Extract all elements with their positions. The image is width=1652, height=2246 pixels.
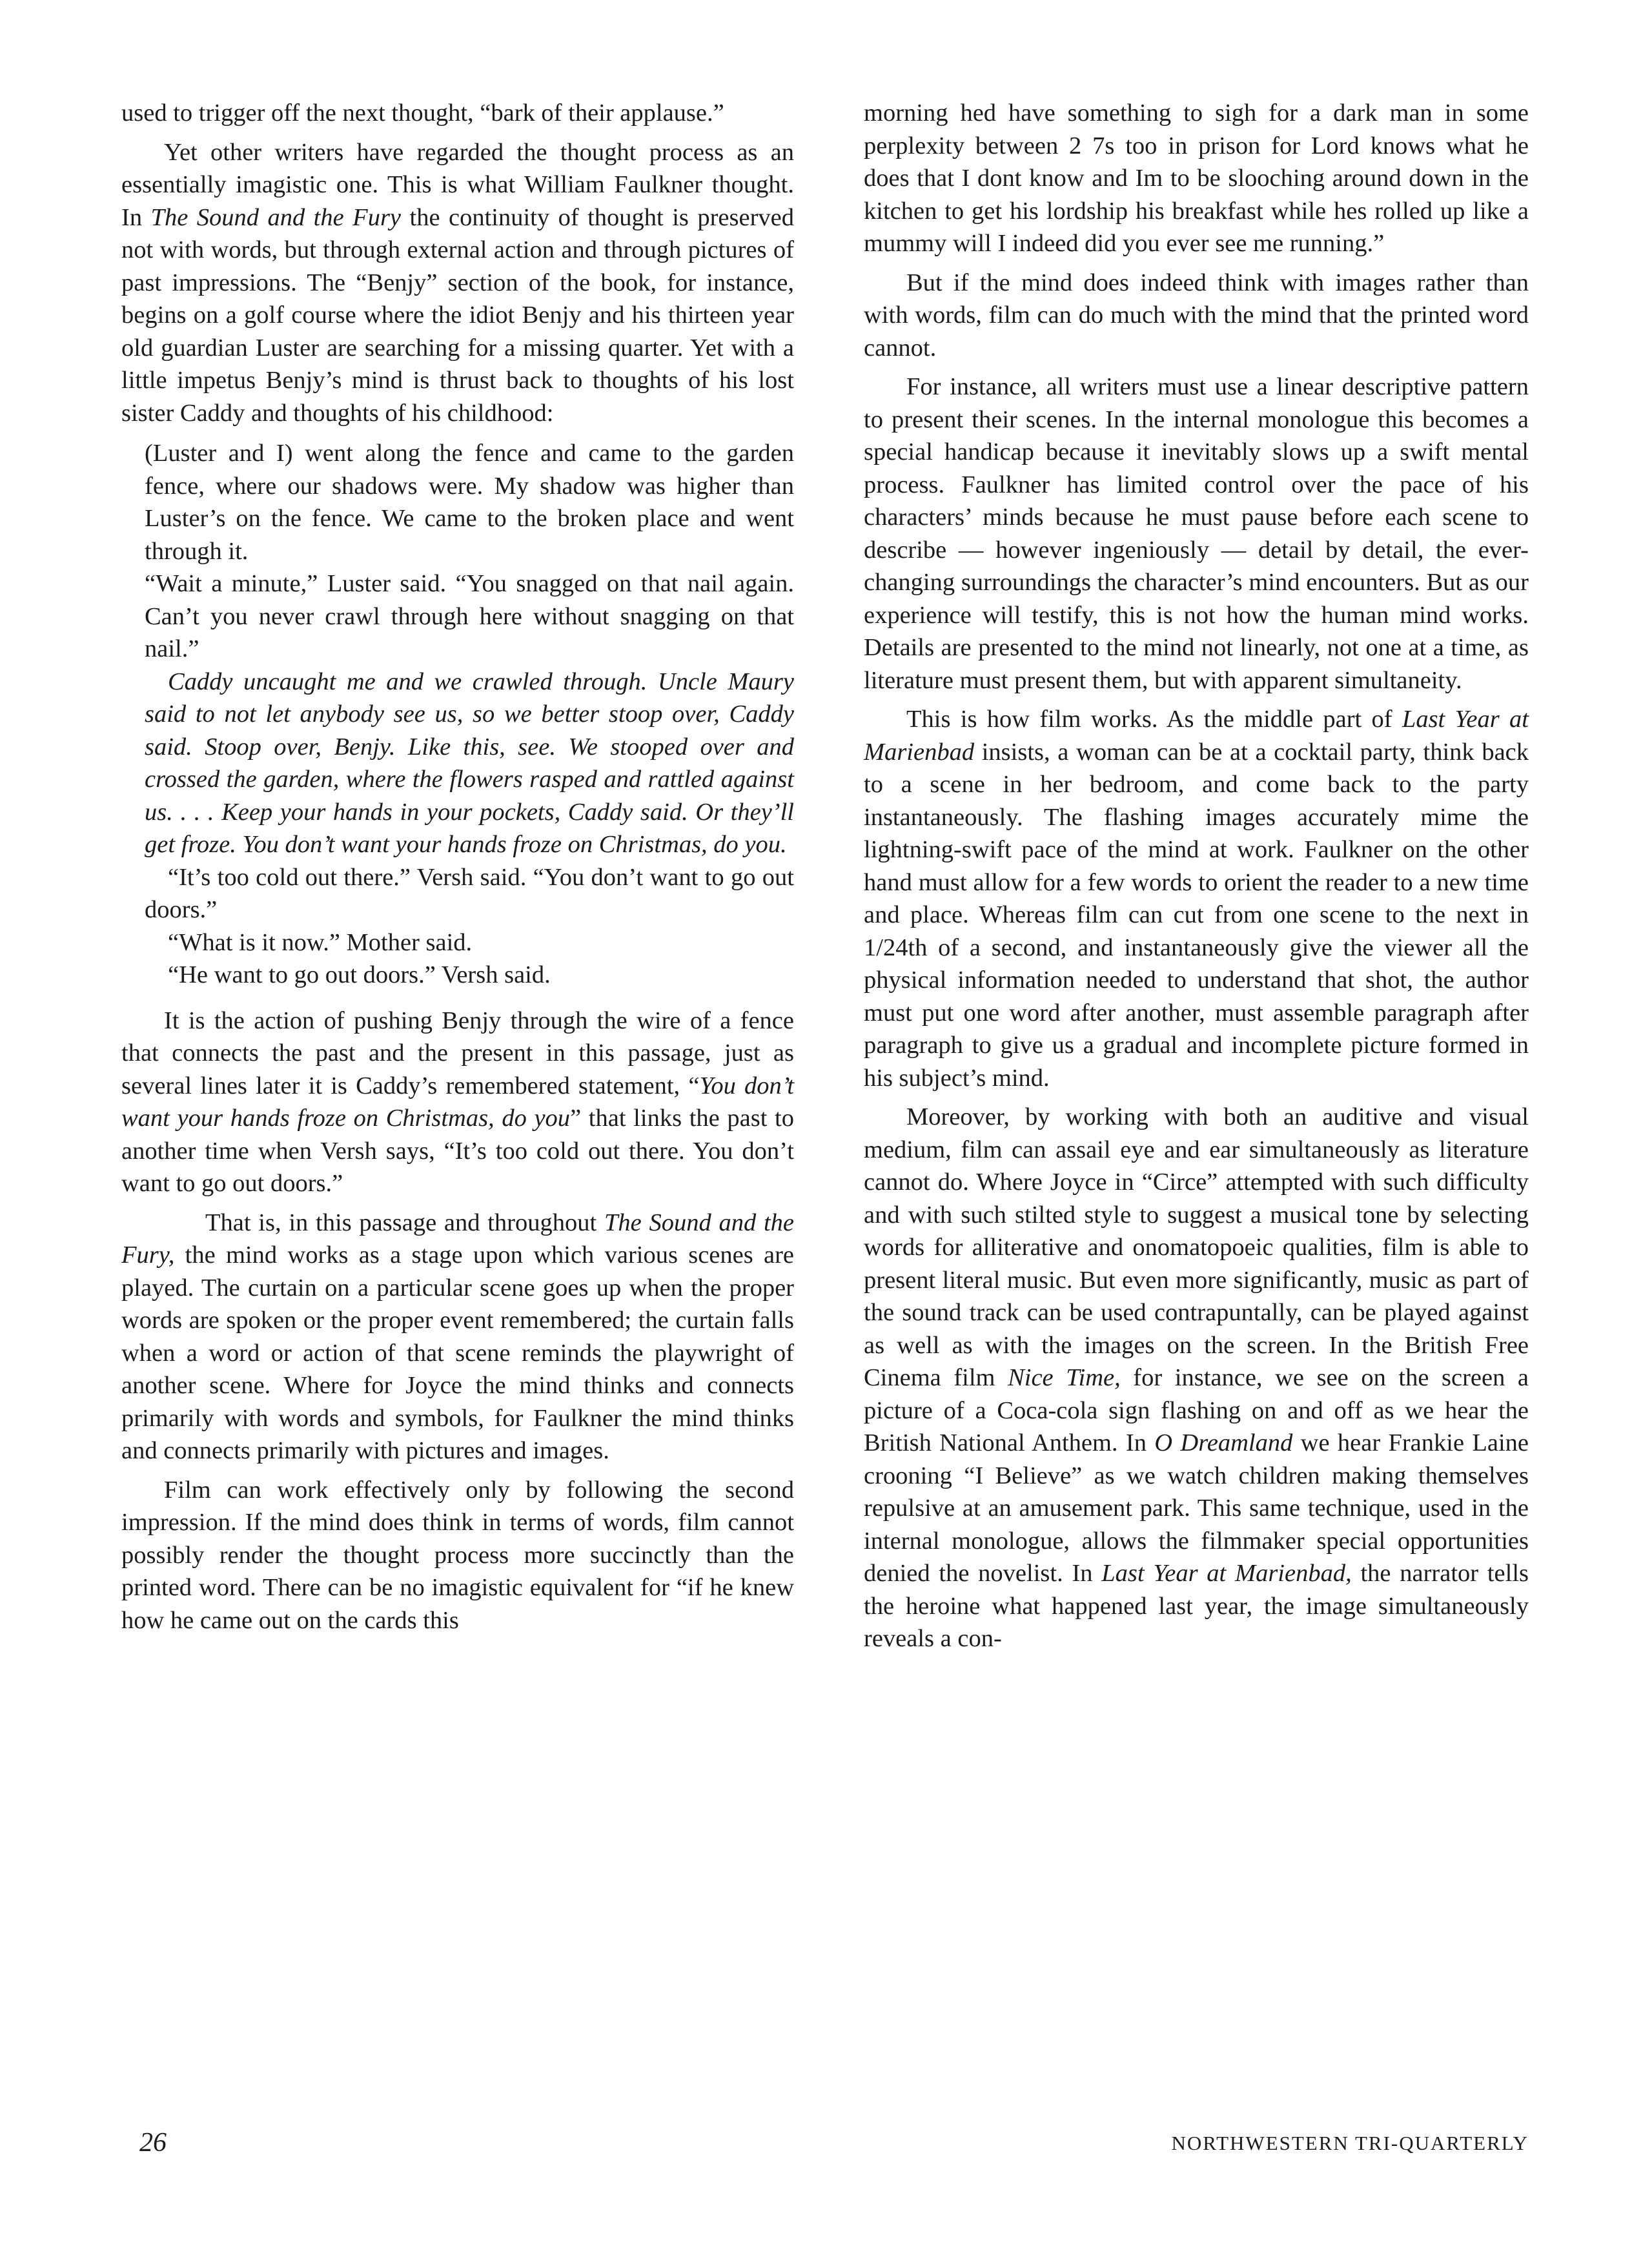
quote-paragraph-6: “He want to go out doors.” Versh said. (168, 961, 551, 988)
right-paragraph-3: For instance, all writers must use a linear descriptive pattern to present their scenes. In the internal monologue this becomes a special handicap because it inevitably slows up a swift mental process. Faulkner has limited control over the pace of his characters’ minds because he must pause before each scene to describe — however ingeniously — detail by detail, the ever-changing surroundings the character’s mind encounters. But as our experience will testify, this is not how the human mind works. Details are presented to the mind not linearly, not one at a time, as literature must present them, but with apparent simultaneity. (864, 373, 1529, 694)
page-number: 26 (139, 2128, 167, 2158)
text-run: That is, in this passage and throughout (205, 1209, 604, 1236)
quote-paragraph-1: (Luster and I) went along the fence and came to the garden fence, where our shadows were. My shadow was higher than Luster’s on the fence. We came to the broken place and went through it. (145, 440, 794, 565)
text-run: for instance, we see on the screen a picture of a Coca-cola sign flashing on and off as we hear the British National Anthem. In (864, 1364, 1529, 1456)
running-footer-journal-title: NORTHWESTERN TRI-QUARTERLY (1171, 2132, 1529, 2154)
quote-paragraph-3 (145, 666, 794, 861)
quote-italic: You don’t want your hands froze on Christmas, do you (121, 1072, 794, 1132)
left-paragraph-5: Film can work effectively only by following the second impression. If the mind does think in terms of words, film cannot possibly render the thought process more succinctly than the printed word. There can be no imagistic equivalent for “if he knew how he came out on the cards this (121, 1476, 794, 1634)
left-paragraph-4 (121, 1207, 794, 1467)
text-run: we hear Frankie Laine crooning “I Believe” as we watch children making themselves repulsive at an amusement park. This same technique, used in the internal monologue, allows the filmmaker special opportunities denied the novelist. In (864, 1429, 1529, 1587)
text-run: the narrator tells the heroine what happened last year, the image simultaneously reveals a con- (864, 1560, 1529, 1652)
book-title: The Sound and the Fury, (121, 1209, 794, 1269)
book-title: The Sound and the Fury (150, 203, 402, 231)
quote-italic: Caddy uncaught me and we crawled through. Uncle Maury said to not let anybody see us, so we better stoop over, Caddy said. Stoop over, Benjy. Like this, see. We stooped over and crossed the garden, where the flowers rasped and rattled against us. . . . Keep your hands in your pockets, Caddy said. Or they’ll get froze. You don’t want your hands froze on Christmas, do you. (145, 668, 794, 858)
text-run: Moreover, by working with both an auditive and visual medium, film can assail eye and ear simultaneously as literature cannot do. Where Joyce in “Circe” attempted with such difficulty and with such stilted style to suggest a musical tone by selecting words for alliterative and onomatopoeic qualities, film is able to present literal music. But even more significantly, music as part of the sound track can be used contrapuntally, can be played against as well as with the images on the screen. In the British Free Cinema film (864, 1103, 1529, 1391)
quote-paragraph-4: “It’s too cold out there.” Versh said. “You don’t want to go out doors.” (145, 863, 794, 923)
left-column (121, 97, 794, 1643)
quote-paragraph-5: “What is it now.” Mother said. (168, 928, 473, 956)
quote-paragraph-2: “Wait a minute,” Luster said. “You snagged on that nail again. Can’t you never crawl through here without snagging on that nail.” (145, 570, 794, 662)
right-paragraph-4 (864, 703, 1529, 1094)
block-quote (121, 437, 794, 992)
right-paragraph-5 (864, 1101, 1529, 1655)
right-paragraph-2: But if the mind does indeed think with images rather than with words, film can do much with the mind that the printed word cannot. (864, 269, 1529, 362)
text-run: It is the action of pushing Benjy through the wire of a fence that connects the past and the present in this passage, just as several lines later it is Caddy’s remembered statement, “ (121, 1006, 794, 1099)
text-run: the mind works as a stage upon which various scenes are played. The curtain on a particular scene goes up when the proper words are spoken or the proper event remembered; the curtain falls when a word or action of that scene reminds the playwright of another scene. Where for Joyce the mind thinks and connects primarily with words and symbols, for Faulkner the mind thinks and connects primarily with pictures and images. (121, 1241, 794, 1464)
text-run: Yet other writers have regarded the thought process as an essentially imagistic one. This is what William Faulkner thought. In (121, 138, 794, 231)
left-paragraph-3 (121, 1005, 794, 1200)
left-paragraph-1: used to trigger off the next thought, “bark of their applause.” (121, 99, 724, 127)
right-column (864, 97, 1529, 1662)
film-title: O Dreamland (1154, 1429, 1293, 1456)
text-run: insists, a woman can be at a cocktail party, think back to a scene in her bedroom, and come back to the party instantaneously. The flashing images accurately mime the lightning-swift pace of the mind at work. Faulkner on the other hand must allow for a few words to orient the reader to a new time and place. Whereas film can cut from one scene to the next in 1/24th of a second, and instantaneously give the viewer all the physical information needed to understand that shot, the author must put one word after another, must assemble paragraph after paragraph to give us a gradual and incomplete picture formed in his subject’s mind. (864, 738, 1529, 1092)
text-run: This is how film works. As the middle part of (906, 706, 1402, 733)
film-title: Nice Time, (1008, 1364, 1121, 1391)
text-run: the continuity of thought is preserved not with words, but through external action and through pictures of past impressions. The “Benjy” section of the book, for instance, begins on a golf course where the idiot Benjy and his thirteen year old guardian Luster are searching for a missing quarter. Yet with a little impetus Benjy’s mind is thrust back to thoughts of his lost sister Caddy and thoughts of his childhood: (121, 203, 795, 427)
film-title: Last Year at Marienbad, (1101, 1560, 1352, 1587)
film-title: Last Year at Marienbad (864, 706, 1529, 766)
left-paragraph-2 (121, 136, 794, 430)
text-run: ” that links the past to another time when Versh says, “It’s too cold out there. You don’t want to go out doors.” (121, 1105, 794, 1197)
right-paragraph-1: morning hed have something to sigh for a dark man in some perplexity between 2 7s too in prison for Lord knows what he does that I dont know and Im to be slooching around down in the kitchen to get his lordship his breakfast while hes rolled up like a mummy will I indeed did you ever see me running.” (864, 99, 1529, 257)
